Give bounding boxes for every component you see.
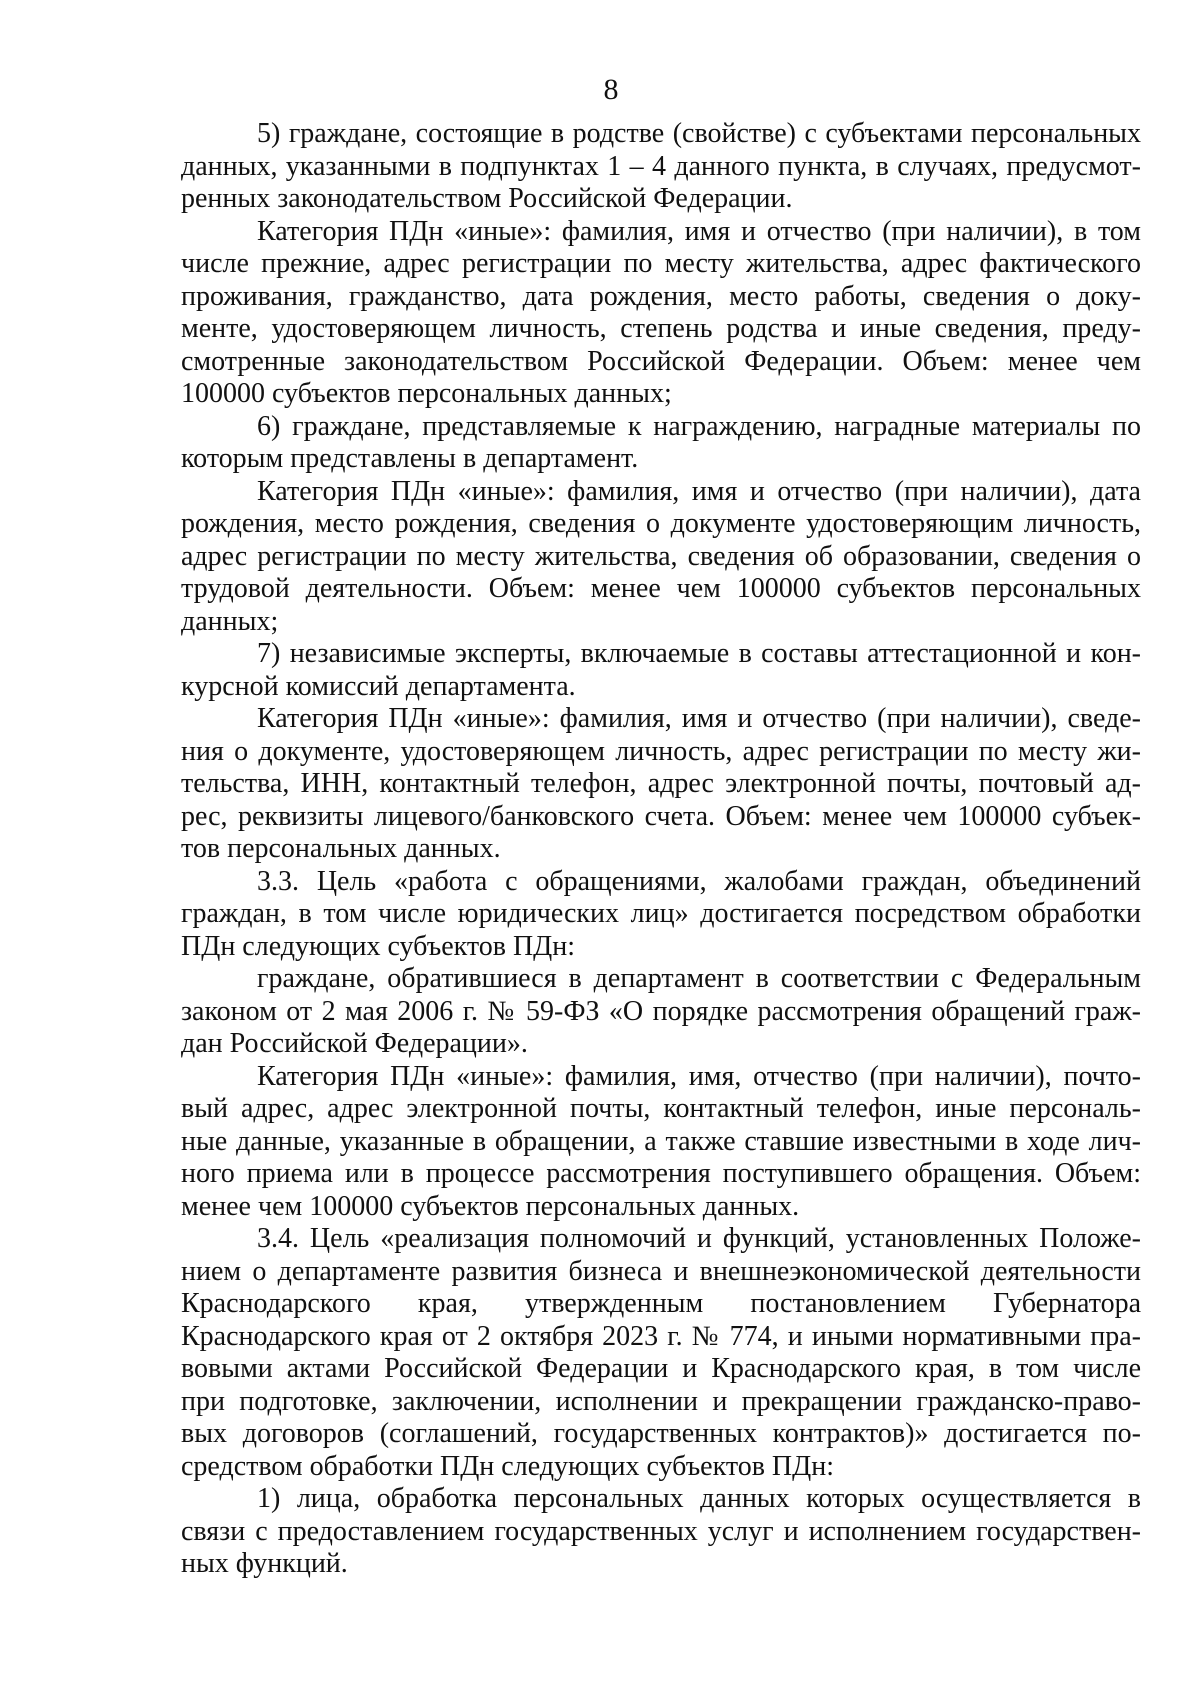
text-line: Категория ПДн «иные»: фамилия, имя и отчество (при наличии), дата <box>257 475 1141 507</box>
text-line: 7) независимые эксперты, включаемые в составы аттестационной и кон- <box>257 638 1141 669</box>
paragraph-independent-experts <box>181 638 1141 703</box>
text-line: адрес регистрации по месту жительства, сведения об образовании, сведения о <box>181 540 1141 572</box>
text-line: ные данные, указанные в обращении, а также ставшие известными в ходе лич- <box>181 1125 1141 1157</box>
paragraph-goal-3-3 <box>181 866 1141 964</box>
text-line: дан Российской Федерации». <box>181 1028 528 1059</box>
paragraph-citizens-awards <box>181 411 1141 476</box>
text-line: рес, реквизиты лицевого/банковского счета. Объем: менее чем 100000 субъек- <box>181 800 1141 832</box>
text-line: которым представлены в департамент. <box>181 443 639 474</box>
text-line: граждане, обратившиеся в департамент в соответствии с Федеральным <box>257 963 1141 994</box>
text-line: менее чем 100000 субъектов персональных данных. <box>181 1190 800 1222</box>
text-line: ния о документе, удостоверяющем личность, адрес регистрации по месту жи- <box>181 735 1141 767</box>
text-line: граждан, в том числе юридических лиц» достигается посредством обработки <box>181 898 1141 929</box>
paragraph-persons-state-services <box>181 1483 1141 1581</box>
paragraph-category-appeals <box>181 1061 1141 1224</box>
text-line: Категория ПДн «иные»: фамилия, имя, отчество (при наличии), почто- <box>257 1060 1141 1092</box>
text-line: менте, удостоверяющем личность, степень родства и иные сведения, преду- <box>181 313 1141 344</box>
text-line: Категория ПДн «иные»: фамилия, имя и отчество (при наличии), сведе- <box>257 703 1141 734</box>
text-line: тов персональных данных. <box>181 833 501 864</box>
text-line: трудовой деятельности. Объем: менее чем 100000 субъектов персональных <box>181 573 1141 604</box>
text-line: данных, указанными в подпунктах 1 – 4 данного пункта, в случаях, предусмот- <box>181 150 1141 182</box>
document-body <box>181 118 1141 1581</box>
text-line: ПДн следующих субъектов ПДн: <box>181 930 576 962</box>
text-line: 3.4. Цель «реализация полномочий и функций, установленных Положе- <box>257 1223 1141 1254</box>
text-line: ных функций. <box>181 1548 348 1579</box>
paragraph-category-awards <box>181 476 1141 639</box>
text-line: данных; <box>181 605 279 637</box>
text-line: вых договоров (соглашений, государственных контрактов)» достигается по- <box>181 1418 1141 1449</box>
text-line: средством обработки ПДн следующих субъектов ПДн: <box>181 1450 835 1482</box>
text-line: нием о департаменте развития бизнеса и внешнеэкономической деятельности <box>181 1255 1141 1287</box>
text-line: проживания, гражданство, дата рождения, место работы, сведения о доку- <box>181 280 1141 312</box>
text-line: законом от 2 мая 2006 г. № 59-ФЗ «О порядке рассмотрения обращений граж- <box>181 995 1141 1027</box>
paragraph-citizens-relatives <box>181 118 1141 216</box>
text-line: 1) лица, обработка персональных данных которых осуществляется в <box>257 1483 1141 1514</box>
paragraph-citizens-appeals <box>181 963 1141 1061</box>
text-line: связи с предоставлением государственных услуг и исполнением государствен- <box>181 1515 1141 1547</box>
page-number: 8 <box>603 73 619 106</box>
text-line: 5) граждане, состоящие в родстве (свойстве) с субъектами персональных <box>257 118 1141 149</box>
text-line: числе прежние, адрес регистрации по месту жительства, адрес фактического <box>181 248 1141 279</box>
text-line: вый адрес, адрес электронной почты, контактный телефон, иные персональ- <box>181 1093 1141 1124</box>
text-line: 6) граждане, представляемые к награждению, наградные материалы по <box>257 410 1141 442</box>
text-line: при подготовке, заключении, исполнении и прекращении гражданско-право- <box>181 1385 1141 1417</box>
paragraph-category-relatives <box>181 216 1141 411</box>
text-line: 3.3. Цель «работа с обращениями, жалобами граждан, объединений <box>257 865 1141 897</box>
text-line: рождения, место рождения, сведения о документе удостоверяющим личность, <box>181 508 1141 539</box>
text-line: ренных законодательством Российской Федерации. <box>181 183 793 214</box>
text-line: Краснодарского края от 2 октября 2023 г. № 774, и иными нормативными пра- <box>181 1320 1141 1352</box>
text-line: вовыми актами Российской Федерации и Краснодарского края, в том числе <box>181 1353 1141 1384</box>
text-line: смотренные законодательством Российской Федерации. Объем: менее чем <box>181 345 1141 377</box>
paragraph-category-experts <box>181 703 1141 866</box>
text-line: Краснодарского края, утвержденным постановлением Губернатора <box>181 1288 1141 1319</box>
text-line: Категория ПДн «иные»: фамилия, имя и отчество (при наличии), в том <box>257 215 1141 247</box>
text-line: курсной комиссий департамента. <box>181 670 576 702</box>
paragraph-goal-3-4 <box>181 1223 1141 1483</box>
text-line: ного приема или в процессе рассмотрения поступившего обращения. Объем: <box>181 1158 1141 1189</box>
text-line: тельства, ИНН, контактный телефон, адрес электронной почты, почтовый ад- <box>181 768 1141 799</box>
text-line: 100000 субъектов персональных данных; <box>181 378 672 409</box>
